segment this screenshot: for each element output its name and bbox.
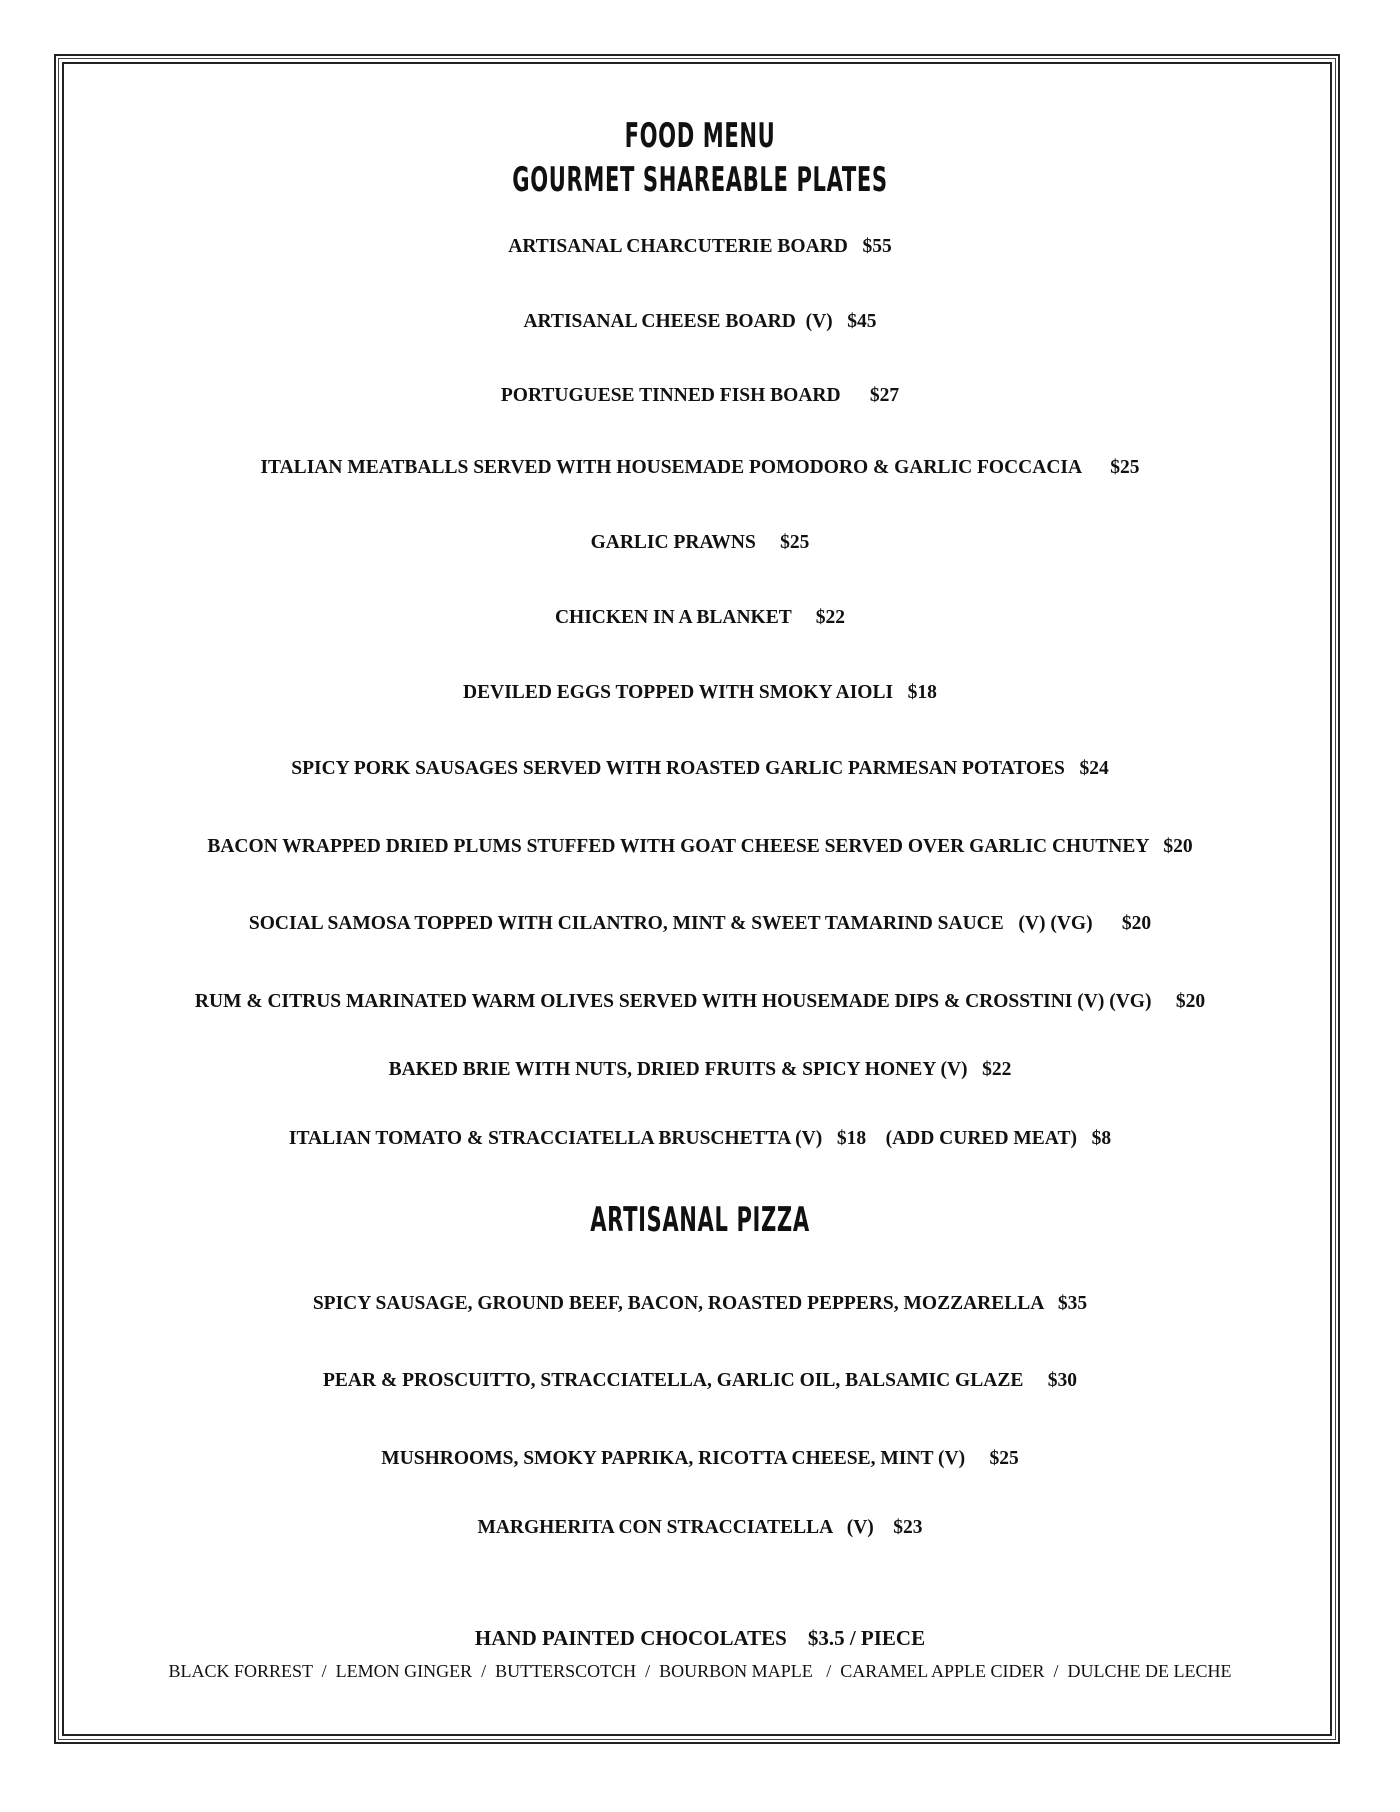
menu-item: ARTISANAL CHARCUTERIE BOARD $55 <box>508 236 892 257</box>
pizza-item: SPICY SAUSAGE, GROUND BEEF, BACON, ROASTED PEPPERS, MOZZARELLA $35 <box>312 1293 1088 1314</box>
menu-item: ITALIAN TOMATO & STRACCIATELLA BRUSCHETTA (V) $18 (ADD CURED MEAT) $8 <box>288 1128 1112 1149</box>
menu-title: FOOD MENU <box>624 116 776 156</box>
pizza-item: MARGHERITA CON STRACCIATELLA (V) $23 <box>477 1517 923 1538</box>
menu-item: RUM & CITRUS MARINATED WARM OLIVES SERVED WITH HOUSEMADE DIPS & CROSSTINI (V) (VG) $20 <box>194 991 1206 1012</box>
menu-item: SOCIAL SAMOSA TOPPED WITH CILANTRO, MINT & SWEET TAMARIND SAUCE (V) (VG) $20 <box>248 913 1152 934</box>
chocolate-flavors: BLACK FORREST / LEMON GINGER / BUTTERSCOTCH / BOURBON MAPLE / CARAMEL APPLE CIDER / DULCHE DE LECHE <box>168 1661 1232 1681</box>
section-heading-pizza: ARTISANAL PIZZA <box>590 1200 810 1240</box>
menu-item: CHICKEN IN A BLANKET $22 <box>554 607 846 628</box>
menu-item: ARTISANAL CHEESE BOARD (V) $45 <box>523 311 877 332</box>
menu-item: BAKED BRIE WITH NUTS, DRIED FRUITS & SPICY HONEY (V) $22 <box>388 1059 1012 1080</box>
chocolates-title: HAND PAINTED CHOCOLATES $3.5 / PIECE <box>474 1626 926 1650</box>
pizza-item: MUSHROOMS, SMOKY PAPRIKA, RICOTTA CHEESE, MINT (V) $25 <box>381 1448 1019 1469</box>
menu-item: DEVILED EGGS TOPPED WITH SMOKY AIOLI $18 <box>463 682 937 703</box>
menu-item: SPICY PORK SAUSAGES SERVED WITH ROASTED GARLIC PARMESAN POTATOES $24 <box>291 758 1109 779</box>
menu-item: GARLIC PRAWNS $25 <box>590 532 810 553</box>
menu-item: BACON WRAPPED DRIED PLUMS STUFFED WITH GOAT CHEESE SERVED OVER GARLIC CHUTNEY $20 <box>207 836 1193 857</box>
section-heading-shareable-plates: GOURMET SHAREABLE PLATES <box>512 160 888 200</box>
menu-item: PORTUGUESE TINNED FISH BOARD $27 <box>500 385 900 406</box>
pizza-item: PEAR & PROSCUITTO, STRACCIATELLA, GARLIC OIL, BALSAMIC GLAZE $30 <box>323 1370 1077 1391</box>
menu-item: ITALIAN MEATBALLS SERVED WITH HOUSEMADE POMODORO & GARLIC FOCCACIA $25 <box>260 457 1140 478</box>
